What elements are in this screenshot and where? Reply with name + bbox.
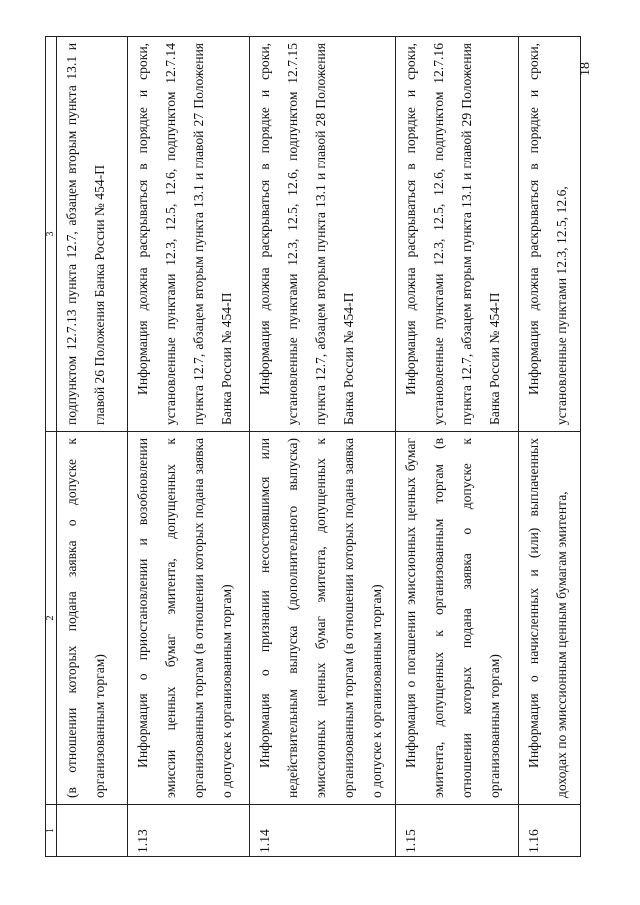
header-col-1: 1 [46,805,57,857]
row-requirement: Информация должна раскрываться в порядке и сроки, установленные пунктами 12.3, 12.5, 12.6, подпунктом 12.7.15 пункта 12.7, абзацем вторым пункта 13.1 и главой 28 Положения Банка России № 454-П [250,37,396,432]
row-number [57,805,128,857]
row-requirement: Информация должна раскрываться в порядке и сроки, установленные пунктами 12.3, 12.5, 12.6, подпунктом 12.7.14 пункта 12.7, абзацем вторым пункта 13.1 и главой 27 Положения Банка России № 454-П [128,37,250,432]
table-row [518,37,580,857]
row-description: Информация о начисленных и (или) выплаченных доходах по эмиссионным ценным бумагам эмитента, [518,432,580,805]
row-requirement: Информация должна раскрываться в порядке и сроки, установленные пунктами 12.3, 12.5, 12.6, [518,37,580,432]
row-requirement: Информация должна раскрываться в порядке и сроки, установленные пунктами 12.3, 12.5, 12.6, подпунктом 12.7.16 пункта 12.7, абзацем вторым пункта 13.1 и главой 29 Положения Банка России № 454-П [395,37,518,432]
header-col-3: 3 [46,37,57,432]
row-description: (в отношении которых подана заявка о допуске к организованным торгам) [57,432,128,805]
row-description: Информация о признании несостоявшимся или недействительным выпуска (дополнительного выпуска) эмиссионных ценных бумаг эмитента, допущенных к организованным торгам (в отношении которых подана заявка о допуске к организованным торгам) [250,432,396,805]
row-number: 1.16 [518,805,580,857]
row-requirement: подпунктом 12.7.13 пункта 12.7, абзацем вторым пункта 13.1 и главой 26 Положения Банка России № 454-П [57,37,128,432]
row-number: 1.13 [128,805,250,857]
row-description: Информация о погашении эмиссионных ценных бумаг эмитента, допущенных к организованным торгам (в отношении которых подана заявка о допуске к организованным торгам) [395,432,518,805]
page-number: 18 [578,62,593,76]
table-header-row [46,37,57,857]
row-number: 1.14 [250,805,396,857]
row-description: Информация о приостановлении и возобновлении эмиссии ценных бумаг эмитента, допущенных к организованным торгам (в отношении которых подана заявка о допуске к организованным торгам) [128,432,250,805]
table-row [128,37,250,857]
table-row [395,37,518,857]
disclosure-table [45,36,581,857]
table-row [250,37,396,857]
header-col-2: 2 [46,432,57,805]
row-number: 1.15 [395,805,518,857]
rotated-page [45,37,605,857]
table-row [57,37,128,857]
